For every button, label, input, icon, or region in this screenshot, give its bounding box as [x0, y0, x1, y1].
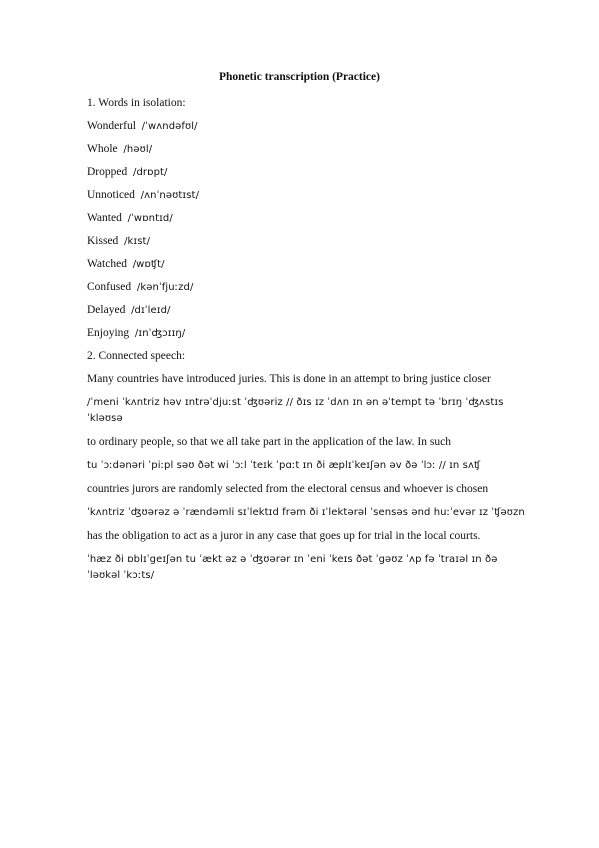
- word-transcription: /drɒpt/: [133, 167, 168, 178]
- word-transcription: /dɪˈleɪd/: [131, 305, 171, 316]
- word-entry: [87, 143, 152, 155]
- section-heading-connected: 2. Connected speech:: [87, 350, 186, 362]
- word: Delayed: [87, 304, 126, 316]
- word-entry: [87, 281, 193, 293]
- word-entry: [87, 212, 173, 224]
- word-entry: [87, 189, 199, 201]
- word-entry: [87, 166, 168, 178]
- word: Whole: [87, 143, 118, 155]
- word: Confused: [87, 281, 132, 293]
- page-title: Phonetic transcription (Practice): [219, 71, 380, 83]
- word-transcription: /ɪnˈʤɔɪɪŋ/: [134, 328, 186, 339]
- word: Dropped: [87, 166, 128, 178]
- passage-transcription: tu ˈɔːdənəri ˈpiːpl səʊ ðət wi ˈɔːl ˈteɪk ˈpɑːt ɪn ði æplɪˈkeɪʃən əv ðə ˈlɔː // ɪn sʌʧ: [87, 460, 481, 471]
- word: Unnoticed: [87, 189, 135, 201]
- passage-transcription: ˈkʌntriz ˈʤʊərəz ə ˈrændəmli sɪˈlektɪd frəm ði ɪˈlektərəl ˈsensəs ənd huːˈevər ɪz ˈʧəʊzn: [87, 507, 525, 518]
- passage-line: Many countries have introduced juries. This is done in an attempt to bring justice closer: [87, 373, 491, 385]
- passage-transcription: ˈhæz ði ɒblɪˈgeɪʃən tu ˈækt əz ə ˈʤʊərər ɪn ˈeni ˈkeɪs ðət ˈgəʊz ˈʌp fə ˈtraɪəl ɪn ðə: [87, 554, 498, 565]
- word-entry: [87, 120, 198, 132]
- word: Kissed: [87, 235, 119, 247]
- word-transcription: /wɒʧt/: [132, 259, 165, 270]
- passage-transcription: /ˈmeni ˈkʌntriz həv ɪntrəˈdjuːst ˈʤʊəriz // ðɪs ɪz ˈdʌn ɪn ən əˈtempt tə ˈbrɪŋ ˈʤʌstɪs: [87, 397, 504, 408]
- word-transcription: /ʌnˈnəʊtɪst/: [140, 190, 200, 201]
- word-transcription: /kɪst/: [124, 236, 151, 247]
- word-entry: [87, 327, 185, 339]
- passage-transcription: ˈləʊkəl ˈkɔːts/: [87, 570, 155, 581]
- word: Wanted: [87, 212, 122, 224]
- word-entry: [87, 235, 150, 247]
- word-transcription: /həʊl/: [123, 144, 153, 155]
- word: Wonderful: [87, 120, 136, 132]
- word: Watched: [87, 258, 127, 270]
- word: Enjoying: [87, 327, 130, 339]
- word-entry: [87, 258, 165, 270]
- word-transcription: /ˈwʌndəfʊl/: [141, 121, 198, 132]
- passage-line: countries jurors are randomly selected from the electoral census and whoever is chosen: [87, 483, 489, 495]
- word-transcription: /ˈwɒntɪd/: [127, 213, 173, 224]
- passage-line: has the obligation to act as a juror in any case that goes up for trial in the local courts.: [87, 530, 481, 542]
- passage-line: to ordinary people, so that we all take part in the application of the law. In such: [87, 436, 451, 448]
- section-heading-words: 1. Words in isolation:: [87, 97, 186, 109]
- word-transcription: /kənˈfjuːzd/: [136, 282, 194, 293]
- passage-transcription: ˈkləʊsə: [87, 413, 123, 424]
- word-entry: [87, 304, 171, 316]
